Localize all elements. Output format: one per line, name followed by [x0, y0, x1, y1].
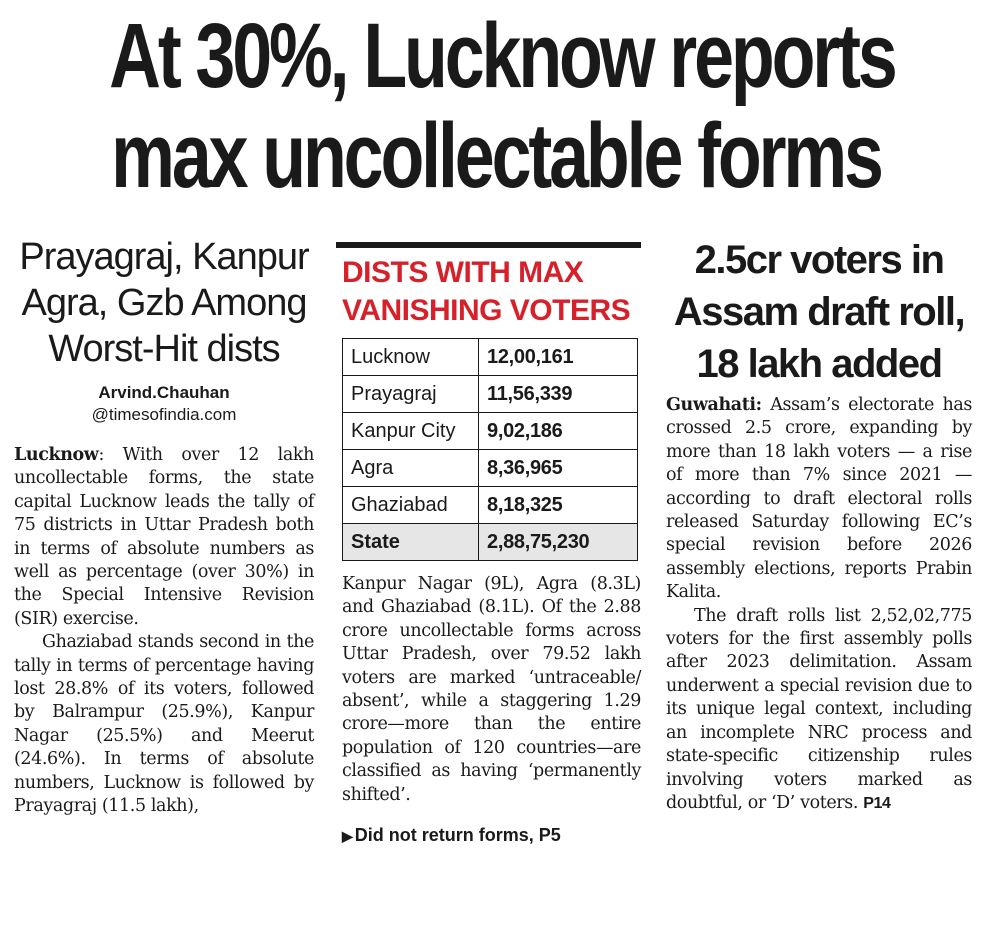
left-paragraph-1-text: : With over 12 lakh uncollectable forms, the state capital Lucknow leads the tally of 75 districts in Uttar Pradesh both in terms of absolute numbers as well as percentage (over 30%) in the Special Intensive Revision (SIR) exercise.	[14, 445, 314, 629]
sidebar-headline	[666, 234, 972, 390]
sidebar-headline-line-2: Assam draft roll,	[673, 290, 965, 334]
table-row	[343, 413, 638, 450]
box-title-line-1: DISTS WITH MAX	[342, 256, 584, 289]
sidebar-headline-line-3: 18 lakh added	[696, 342, 942, 386]
subheadline	[14, 234, 314, 372]
middle-column	[336, 242, 641, 846]
district-name: State	[343, 524, 479, 561]
sidebar-headline-line-1: 2.5cr voters in	[694, 238, 944, 282]
left-paragraph-1	[14, 444, 314, 631]
district-name: Ghaziabad	[343, 487, 479, 524]
table-row	[343, 339, 638, 376]
table-row	[343, 487, 638, 524]
arrow-right-icon: ▶	[342, 828, 353, 845]
box-top-rule	[336, 242, 641, 248]
box-title-line-2: VANISHING VOTERS	[342, 294, 631, 327]
middle-body	[336, 573, 641, 807]
right-paragraph-1	[666, 394, 972, 605]
voter-count: 8,36,965	[479, 450, 638, 487]
table-row	[343, 524, 638, 561]
left-paragraph-2: Ghaziabad stands second in the tally in terms of percentage having lost 28.8% of its voters, followed by Balrampur (25.9%), Kanpur Nagar (25.5%) and Meerut (24.6%). In terms of absolute numbers, Lucknow is followed by Prayagraj (11.5 lakh),	[14, 632, 314, 817]
subhead-line-2: Agra, Gzb Among	[21, 282, 307, 324]
author-email: @timesofindia.com	[91, 405, 237, 424]
vanishing-voters-table	[342, 338, 638, 561]
middle-paragraph: Kanpur Nagar (9L), Agra (8.3L) and Ghaziabad (8.1L). Of the 2.88 crore uncollectable forms across Uttar Pradesh, over 79.52 lakh voters are marked ‘untraceable/ absent’, while a staggering 1.29 crore—more than the entire population of 120 countries—are classified as having ‘permanently shifted’.	[342, 574, 641, 805]
cross-reference	[336, 825, 641, 846]
district-name: Kanpur City	[343, 413, 479, 450]
right-column	[666, 234, 972, 815]
headline-line-2: max uncollectable forms	[111, 105, 881, 207]
voter-count: 2,88,75,230	[479, 524, 638, 561]
table-row	[343, 376, 638, 413]
box-title	[336, 254, 641, 330]
author-name: Arvind.Chauhan	[98, 383, 230, 402]
voter-count: 12,00,161	[479, 339, 638, 376]
voter-count: 11,56,339	[479, 376, 638, 413]
right-dateline: Guwahati:	[666, 395, 762, 415]
right-paragraph-2	[666, 605, 972, 816]
page-reference: P14	[863, 794, 891, 812]
district-name: Agra	[343, 450, 479, 487]
dateline: Lucknow	[14, 445, 99, 465]
right-body	[666, 394, 972, 815]
subhead-line-3: Worst-Hit dists	[48, 328, 280, 370]
right-paragraph-2-text: The draft rolls list 2,52,02,775 voters for the first assembly polls after 2023 delimitation. Assam underwent a special revision due to its unique legal context, including an incomplete NRC process and state-specific citizenship rules involving voters marked as doubtful, or ‘D’ voters.	[666, 605, 972, 813]
left-column	[14, 234, 314, 819]
headline-line-1: At 30%, Lucknow reports	[109, 5, 895, 107]
headline	[109, 5, 895, 207]
voter-count: 9,02,186	[479, 413, 638, 450]
district-name: Prayagraj	[343, 376, 479, 413]
table-row	[343, 450, 638, 487]
cross-reference-text: Did not return forms, P5	[354, 825, 561, 846]
subhead-line-1: Prayagraj, Kanpur	[19, 236, 309, 278]
voter-count: 8,18,325	[479, 487, 638, 524]
left-body	[14, 444, 314, 819]
district-name: Lucknow	[343, 339, 479, 376]
byline	[14, 382, 314, 426]
right-paragraph-1-text: Assam’s electorate has crossed 2.5 crore, expanding by more than 18 lakh voters — a rise of more than 7% since 2021 — according to draft electoral rolls released Saturday following EC’s special revision before 2026 assembly elections, reports Prabin Kalita.	[666, 395, 972, 603]
